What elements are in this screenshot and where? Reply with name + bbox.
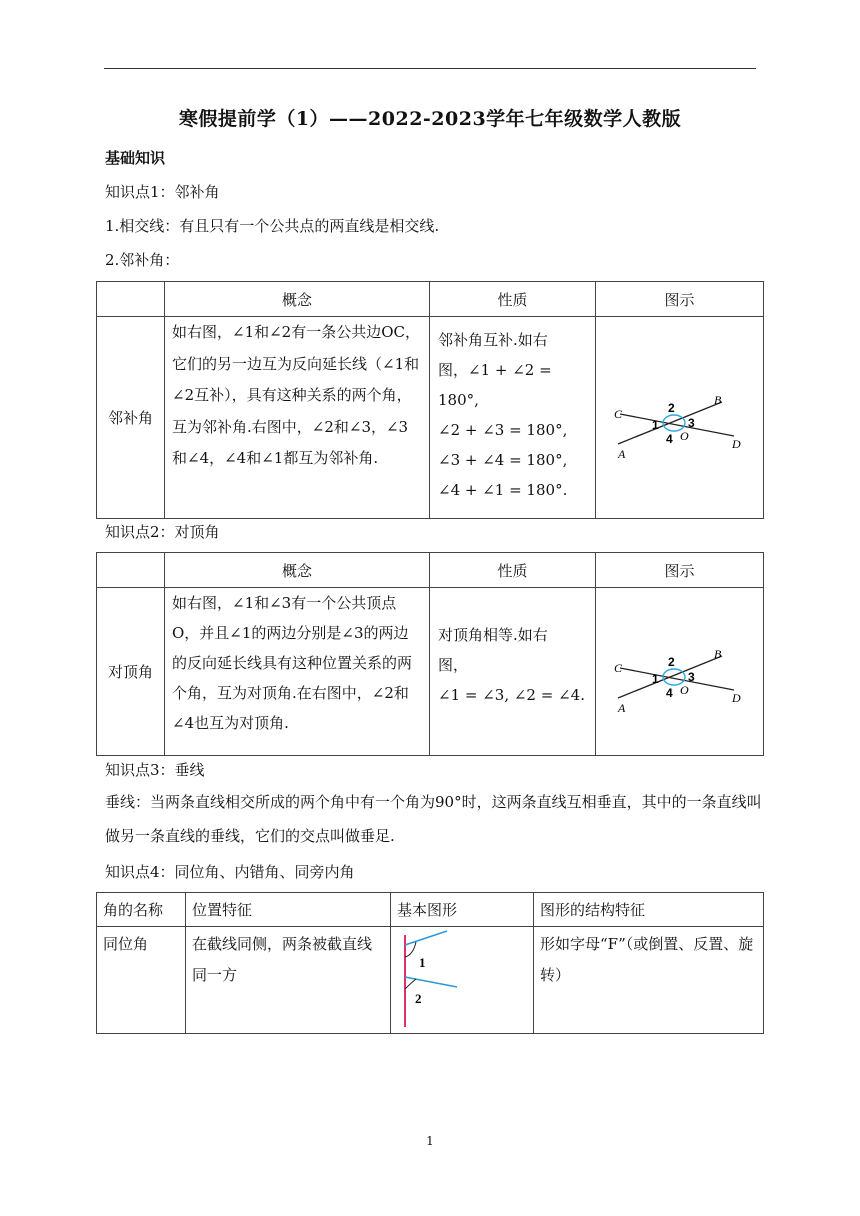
header-rule — [104, 68, 756, 69]
label-b: B — [714, 392, 722, 407]
vertical-angles-figure-cell — [596, 588, 764, 756]
document-title: 寒假提前学（1）——2022-2023学年七年级数学人教版 — [178, 108, 682, 130]
vertical-angles-table — [96, 552, 764, 756]
angle-4-label: 4 — [666, 685, 673, 700]
vertical-angles-property — [430, 588, 596, 756]
adjacent-angles-label: 2.邻补角： — [105, 251, 180, 269]
row-label-adjacent-angles: 邻补角 — [97, 317, 165, 519]
line-cd — [620, 414, 734, 436]
page-number: 1 — [426, 1134, 434, 1148]
header-empty — [97, 553, 165, 588]
line-cd — [620, 668, 734, 690]
label-d: D — [732, 436, 741, 451]
property-line: 图，∠1 + ∠2 = 180°, — [438, 361, 552, 409]
header-structure-feature: 图形的结构特征 — [534, 893, 764, 927]
label-o: O — [680, 682, 689, 697]
header-position-feature: 位置特征 — [186, 893, 391, 927]
property-line: 邻补角互补.如右 — [438, 331, 548, 349]
header-concept: 概念 — [165, 282, 430, 317]
label-c: C — [614, 660, 623, 675]
angle-2-label: 2 — [668, 654, 675, 669]
row-label-corresponding-angles: 同位角 — [97, 927, 186, 1034]
label-a: A — [618, 700, 626, 715]
header-figure: 图示 — [596, 553, 764, 588]
header-figure: 图示 — [596, 282, 764, 317]
property-line: ∠4 + ∠1 = 180°. — [438, 481, 568, 499]
label-a: A — [618, 446, 626, 461]
angle-1-label: 1 — [652, 417, 659, 432]
angle-1-label: 1 — [419, 955, 426, 970]
angle-3-label: 3 — [688, 415, 695, 430]
angle-4-label: 4 — [666, 431, 673, 446]
adjacent-angles-property — [430, 317, 596, 519]
knowledge-point-1-heading: 知识点1：邻补角 — [105, 183, 220, 201]
label-b: B — [714, 646, 722, 661]
vertical-angles-concept: 如右图，∠1和∠3有一个公共顶点O，并且∠1的两边分别是∠3的两边的反向延长线具有这种位置关系的两个角，互为对顶角.在右图中，∠2和∠4也互为对顶角. — [165, 588, 430, 756]
intersecting-lines-figure — [596, 610, 762, 730]
intersecting-lines-figure — [596, 356, 762, 476]
knowledge-point-4-heading: 知识点4：同位角、内错角、同旁内角 — [105, 863, 355, 881]
angle-2-arc — [405, 979, 416, 989]
property-line: 图， — [438, 656, 469, 674]
knowledge-point-2-heading: 知识点2：对顶角 — [105, 523, 220, 541]
property-line: ∠3 + ∠4 = 180°, — [438, 451, 568, 469]
corresponding-angles-structure: 形如字母“F”（或倒置、反置、旋转） — [534, 927, 764, 1034]
knowledge-point-3-heading: 知识点3：垂线 — [105, 761, 205, 779]
corresponding-angles-position: 在截线同侧，两条被截直线同一方 — [186, 927, 391, 1034]
angle-2-label: 2 — [668, 400, 675, 415]
angle-2-label: 2 — [415, 991, 422, 1006]
adjacent-angles-table — [96, 281, 764, 519]
label-d: D — [732, 690, 741, 705]
header-basic-figure: 基本图形 — [391, 893, 534, 927]
header-property: 性质 — [430, 282, 596, 317]
definition-intersecting-lines: 1.相交线：有且只有一个公共点的两直线是相交线. — [105, 217, 440, 235]
property-line: 对顶角相等.如右 — [438, 626, 548, 644]
header-property: 性质 — [430, 553, 596, 588]
corresponding-angles-figure — [391, 927, 531, 1029]
corresponding-angles-figure-cell — [391, 927, 534, 1034]
adjacent-angles-concept: 如右图，∠1和∠2有一条公共边OC，它们的另一边互为反向延长线（∠1和∠2互补），具有这种关系的两个角，互为邻补角.右图中，∠2和∠3，∠3和∠4，∠4和∠1都互为邻补角. — [165, 317, 430, 519]
angle-types-table — [96, 892, 764, 1034]
header-angle-name: 角的名称 — [97, 893, 186, 927]
angle-3-label: 3 — [688, 669, 695, 684]
upper-line — [405, 931, 447, 945]
label-o: O — [680, 428, 689, 443]
label-c: C — [614, 406, 623, 421]
perpendicular-definition: 垂线：当两条直线相交所成的两个角中有一个角为90°时，这两条直线互相垂直，其中的一条直线叫做另一条直线的垂线，它们的交点叫做垂足. — [105, 793, 762, 845]
adjacent-angles-figure-cell — [596, 317, 764, 519]
property-line: ∠2 + ∠3 = 180°, — [438, 421, 568, 439]
property-line: ∠1 = ∠3, ∠2 = ∠4. — [438, 686, 585, 704]
header-empty — [97, 282, 165, 317]
header-concept: 概念 — [165, 553, 430, 588]
section-heading: 基础知识 — [105, 149, 166, 167]
angle-1-label: 1 — [652, 671, 659, 686]
row-label-vertical-angles: 对顶角 — [97, 588, 165, 756]
